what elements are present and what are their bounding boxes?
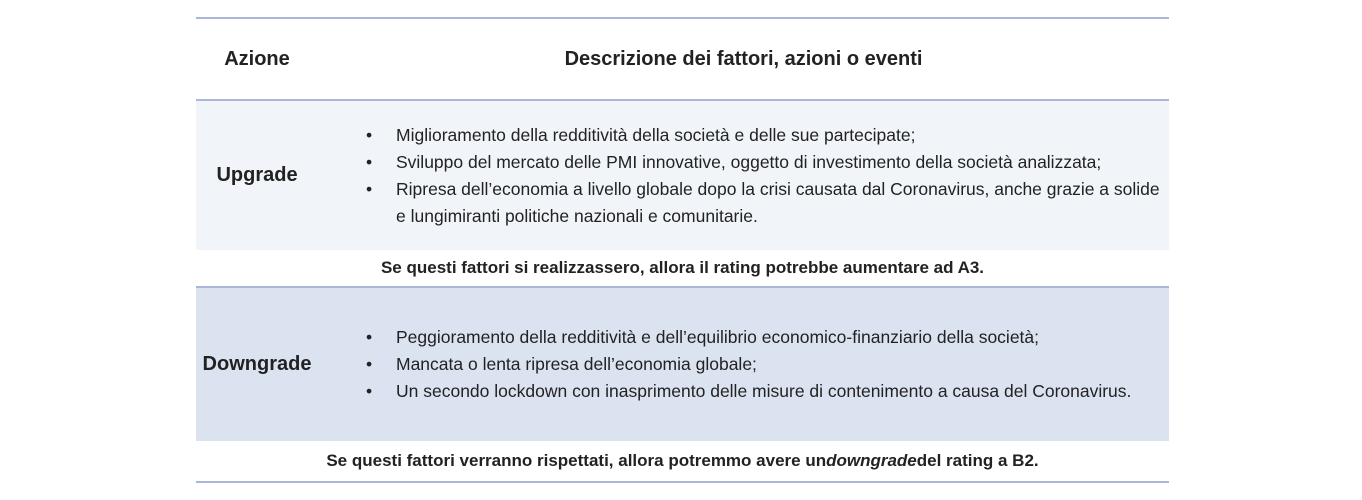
- bullet-icon: •: [366, 178, 373, 199]
- upgrade-summary: Se questi fattori si realizzassero, allora il rating potrebbe aumentare ad A3.: [196, 250, 1169, 288]
- rating-factors-table: [196, 17, 1169, 483]
- table-header: [196, 19, 1169, 99]
- downgrade-label: Downgrade: [202, 353, 312, 375]
- list-item-text: Peggioramento della redditività e dell’equilibrio economico-finanziario della società;: [396, 327, 1040, 347]
- list-item: [366, 176, 1169, 230]
- header-action: Azione: [224, 47, 290, 70]
- bullet-icon: •: [366, 354, 373, 374]
- upgrade-list: [318, 122, 1169, 230]
- downgrade-summary-emphasis: downgrade: [826, 451, 917, 470]
- header-description: Descrizione dei fattori, azioni o eventi: [564, 47, 923, 70]
- bullet-icon: •: [366, 124, 373, 145]
- list-item-text: Sviluppo del mercato delle PMI innovative, oggetto di investimento della società analizzata;: [396, 151, 1102, 172]
- downgrade-summary-before: Se questi fattori verranno rispettati, allora potremmo avere un: [326, 451, 827, 470]
- list-item: [366, 149, 1169, 176]
- upgrade-row: [196, 101, 1169, 250]
- bullet-icon: •: [366, 327, 373, 347]
- bullet-icon: •: [366, 151, 373, 172]
- list-item: [366, 351, 1169, 378]
- list-item: [366, 122, 1169, 149]
- downgrade-summary: [196, 441, 1169, 481]
- bullet-icon: •: [366, 381, 373, 401]
- bottom-rule: [196, 481, 1169, 483]
- list-item-text: Un secondo lockdown con inasprimento delle misure di contenimento a causa del Coronavirus.: [396, 381, 1132, 401]
- downgrade-list: [318, 324, 1169, 405]
- upgrade-label: Upgrade: [216, 164, 298, 186]
- list-item-text: Miglioramento della redditività della società e delle sue partecipate;: [396, 124, 916, 145]
- list-item-text: Ripresa dell’economia a livello globale dopo la crisi causata dal Coronavirus, anche grazie a solide e lungimiranti politiche nazionali e comunitarie.: [396, 178, 1160, 226]
- downgrade-summary-after: del rating a B2.: [916, 451, 1039, 470]
- list-item-text: Mancata o lenta ripresa dell’economia globale;: [396, 354, 757, 374]
- list-item: [366, 324, 1169, 351]
- list-item: [366, 378, 1169, 405]
- downgrade-row: [196, 288, 1169, 441]
